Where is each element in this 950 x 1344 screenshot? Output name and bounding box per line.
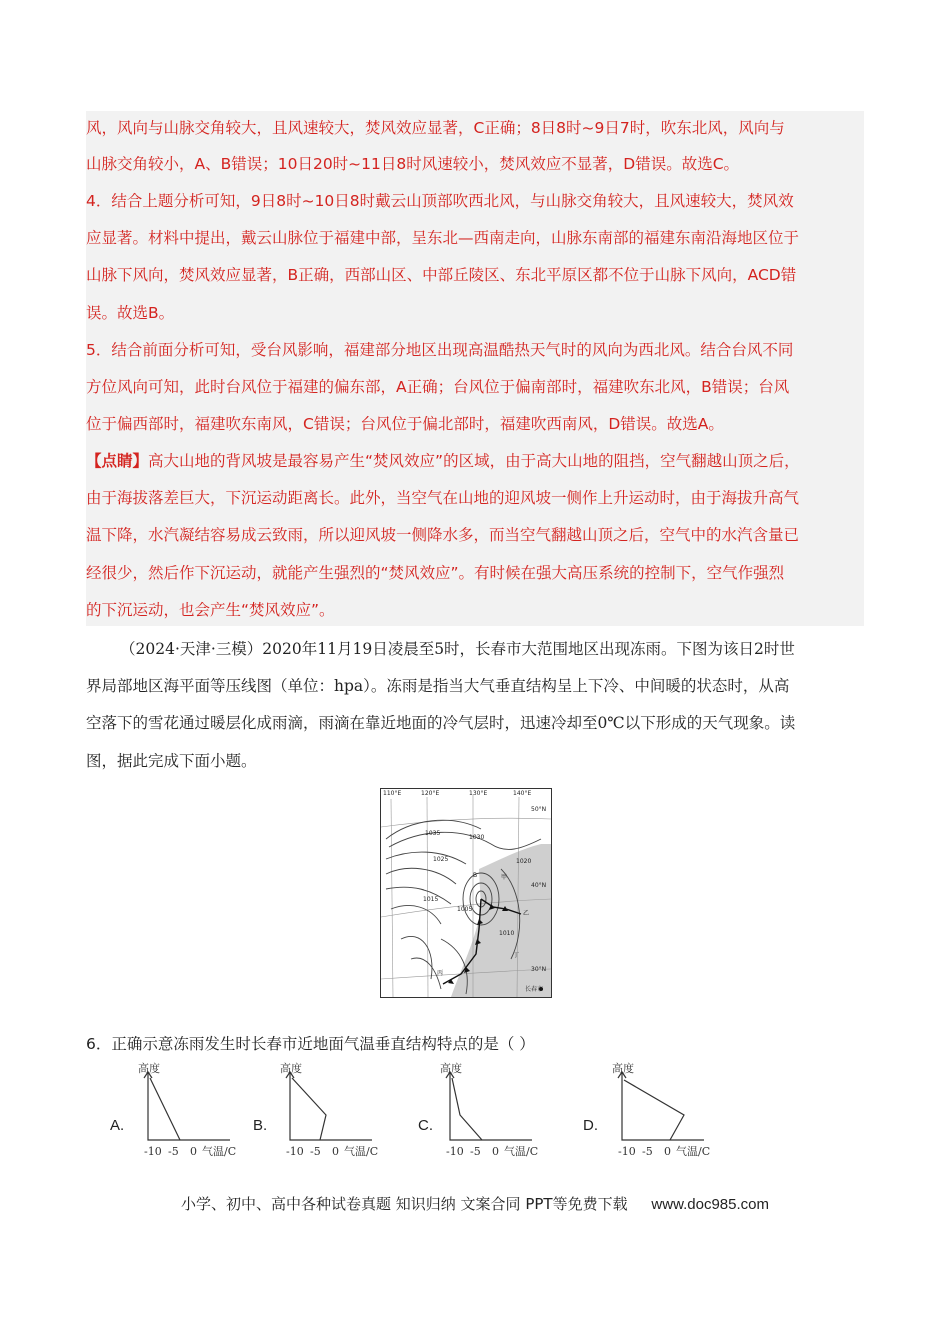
- place-label: B: [473, 872, 478, 879]
- tick-label: 0: [190, 1145, 197, 1158]
- footer: [0, 1193, 950, 1214]
- isobar-label: 1015: [423, 896, 439, 903]
- question-6: 6．正确示意冻雨发生时长春市近地面气温垂直结构特点的是（ ）: [86, 1035, 535, 1053]
- place-label: 丙: [437, 970, 444, 977]
- option-a-graph: [130, 1060, 290, 1160]
- isobar-label: 1025: [433, 856, 449, 863]
- answer-line: 山脉下风向，焚风效应显著，B正确，西部山区、中部丘陵区、东北平原区都不位于山脉下风向，ACD错: [86, 266, 797, 284]
- temperature-profile-line: [452, 1078, 482, 1140]
- answer-line: 4．结合上题分析可知，9日8时~10日8时戴云山顶部吹西北风，与山脉交角较大，且风速较大，焚风效: [86, 192, 794, 210]
- tick-label: 0: [332, 1145, 339, 1158]
- answer-line: 山脉交角较小，A、B错误；10日20时~11日8时风速较小，焚风效应不显著，D错误。故选C。: [86, 155, 740, 173]
- answer-line: 位于偏西部时，福建吹东南风，C错误；台风位于偏北部时，福建吹西南风，D错误。故选A。: [86, 415, 724, 433]
- answer-line: 应显著。材料中提出，戴云山脉位于福建中部，呈东北—西南走向，山脉东南部的福建东南沿海地区位于: [86, 229, 800, 247]
- legend-label: 长春市: [525, 986, 544, 993]
- lon-label: 110°E: [383, 790, 402, 797]
- option-b-graph: [272, 1060, 432, 1160]
- tick-label: -5: [470, 1145, 481, 1158]
- isobar-label: 1020: [516, 858, 532, 865]
- option-c-graph: [432, 1060, 592, 1160]
- tip-text: 高大山地的背风坡是最容易产生“焚风效应”的区域，由于高大山地的阻挡，空气翻越山顶之后，: [148, 452, 800, 470]
- temperature-profile-line: [624, 1080, 684, 1140]
- isobar-map-svg: [381, 789, 551, 997]
- lon-label: 130°E: [469, 790, 488, 797]
- lat-label: 30°N: [531, 966, 547, 973]
- temperature-profile-line: [292, 1078, 326, 1140]
- y-axis-label: 高度: [612, 1062, 634, 1075]
- x-axis-label: 气温/C: [344, 1145, 379, 1158]
- tick-label: 0: [492, 1145, 499, 1158]
- temperature-profile-line: [150, 1078, 180, 1140]
- tick-label: 0: [664, 1145, 671, 1158]
- answer-line: 误。故选B。: [86, 304, 175, 322]
- isobar-map: [380, 788, 552, 998]
- isobar-label: 1030: [469, 834, 485, 841]
- y-axis-label: 高度: [280, 1062, 302, 1075]
- tick-label: -10: [446, 1145, 464, 1158]
- x-axis-label: 气温/C: [202, 1145, 237, 1158]
- tick-label: -10: [286, 1145, 304, 1158]
- y-axis-label: 高度: [440, 1062, 462, 1075]
- answer-explanation-box: [86, 111, 864, 626]
- footer-text: 小学、初中、高中各种试卷真题 知识归纳 文案合同 PPT等免费下载: [181, 1195, 628, 1213]
- stem-line: 空落下的雪花通过暖层化成雨滴，雨滴在靠近地面的冷气层时，迅速冷却至0℃以下形成的天气现象。读: [86, 714, 796, 732]
- answer-line: 方位风向可知，此时台风位于福建的偏东部，A正确；台风位于偏南部时，福建吹东北风，B错误；台风: [86, 378, 790, 396]
- place-label: 丁: [513, 952, 520, 959]
- option-b-label: B.: [253, 1117, 268, 1134]
- option-d-graph: [604, 1060, 764, 1160]
- stem-line: 图，据此完成下面小题。: [86, 752, 257, 770]
- x-axis-label: 气温/C: [676, 1145, 711, 1158]
- tip-line: 的下沉运动，也会产生“焚风效应”。: [86, 601, 335, 619]
- lat-label: 50°N: [531, 806, 547, 813]
- answer-line: 5．结合前面分析可知，受台风影响，福建部分地区出现高温酷热天气时的风向为西北风。结合台风不同: [86, 341, 794, 359]
- tip-tag: 【点睛】: [86, 452, 149, 470]
- answer-line: 风，风向与山脉交角较大，且风速较大，焚风效应显著，C正确；8日8时~9日7时，吹东北风，风向与: [86, 119, 785, 137]
- tip-line: 温下降，水汽凝结容易成云致雨，所以迎风坡一侧降水多，而当空气翻越山顶之后，空气中的水汽含量已: [86, 526, 800, 544]
- place-label: 乙: [523, 910, 530, 917]
- option-a-label: A.: [110, 1117, 125, 1134]
- isobar-label: 1005: [457, 906, 473, 913]
- isobar-label: 1035: [425, 830, 441, 837]
- tip-line: 经很少，然后作下沉运动，就能产生强烈的“焚风效应”。有时候在强大高压系统的控制下，空气作强烈: [86, 564, 785, 582]
- tip-line: 由于海拔落差巨大，下沉运动距离长。此外，当空气在山地的迎风坡一侧作上升运动时，由于海拔升高气: [86, 489, 800, 507]
- tip-first-line: [86, 454, 800, 470]
- y-axis-label: 高度: [138, 1062, 160, 1075]
- tick-label: -5: [168, 1145, 179, 1158]
- isobar-label: 1010: [499, 930, 515, 937]
- lat-label: 40°N: [531, 882, 547, 889]
- stem-line: （2024·天津·三模）2020年11月19日凌晨至5时，长春市大范围地区出现冻雨。下图为该日2时世: [120, 640, 795, 658]
- lon-label: 140°E: [513, 790, 532, 797]
- stem-line: 界局部地区海平面等压线图（单位：hpa）。冻雨是指当大气垂直结构呈上下冷、中间暖的状态时，从高: [86, 677, 790, 695]
- place-label: 甲: [501, 874, 508, 881]
- x-axis-label: 气温/C: [504, 1145, 539, 1158]
- option-d-label: D.: [583, 1117, 598, 1134]
- tick-label: -5: [310, 1145, 321, 1158]
- option-c-label: C.: [418, 1117, 433, 1134]
- footer-url[interactable]: www.doc985.com: [651, 1196, 769, 1213]
- lon-label: 120°E: [421, 790, 440, 797]
- tick-label: -10: [144, 1145, 162, 1158]
- tick-label: -10: [618, 1145, 636, 1158]
- tick-label: -5: [642, 1145, 653, 1158]
